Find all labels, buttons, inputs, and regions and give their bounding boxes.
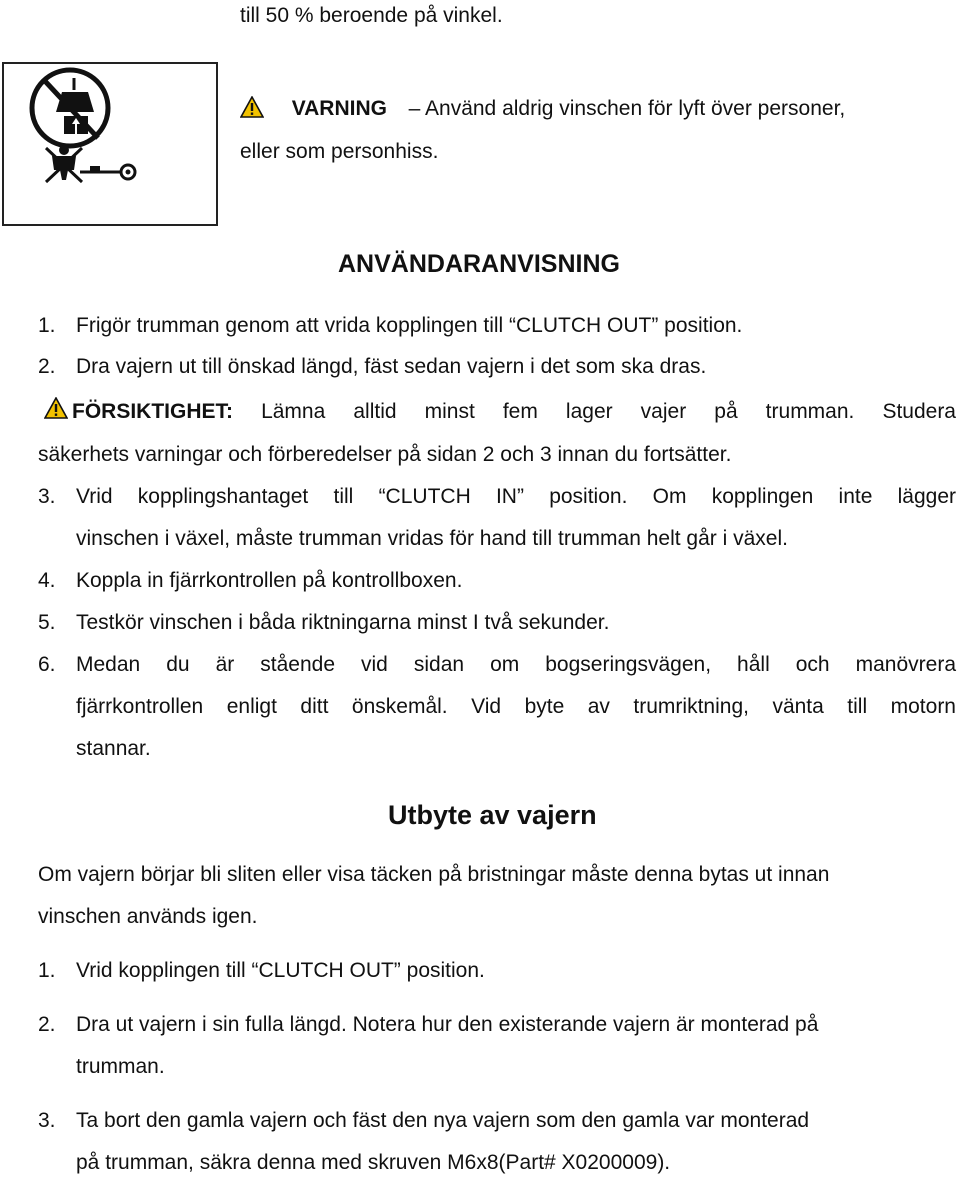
cable-intro-cont: vinschen används igen. (38, 905, 258, 928)
caution-label: FÖRSIKTIGHET: (72, 400, 233, 423)
intro-text: till 50 % beroende på vinkel. (240, 4, 503, 27)
warning-line (240, 96, 845, 121)
caution-text-cont: säkerhets varningar och förberedelser på sidan 2 och 3 innan du fortsätter. (38, 443, 732, 466)
warning-pictogram (2, 62, 218, 226)
caution-line (44, 397, 68, 422)
usage-heading: ANVÄNDARANVISNING (338, 250, 620, 278)
cable-intro: Om vajern börjar bli sliten eller visa täcken på bristningar måste denna bytas ut innan (38, 863, 830, 886)
cable-heading: Utbyte av vajern (388, 800, 597, 830)
warning-triangle-icon (44, 397, 68, 419)
warning-text-cont: eller som personhiss. (240, 140, 439, 163)
no-lifting-persons-icon (4, 64, 216, 224)
caution-text: FÖRSIKTIGHET: Lämna alltid minst fem lager vajer på trumman. Studera (72, 400, 956, 423)
warning-triangle-icon (240, 96, 264, 118)
warning-label: VARNING (291, 97, 387, 120)
warning-text: – Använd aldrig vinschen för lyft över personer, (408, 97, 846, 120)
